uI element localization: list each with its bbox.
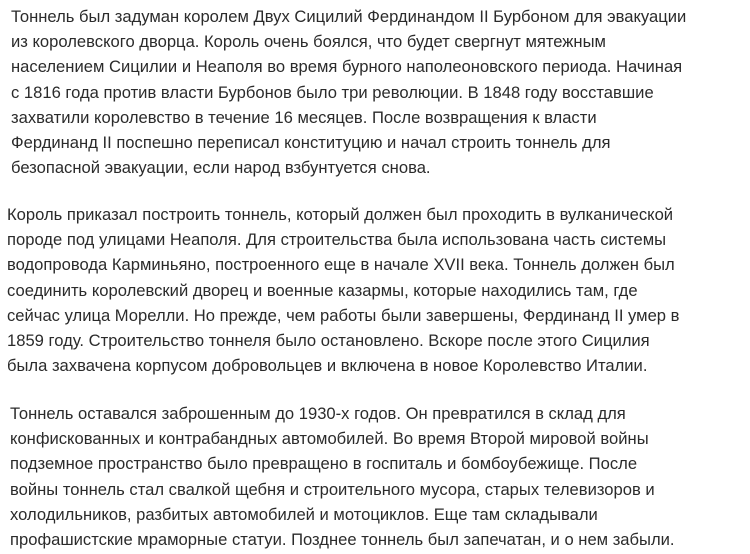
text-line: конфискованных и контрабандных автомобилей. Во время Второй мировой войны <box>10 429 649 449</box>
text-line: с 1816 года против власти Бурбонов было три революции. В 1848 году восставшие <box>11 82 654 102</box>
text-line: водопровода Карминьяно, построенного еще в начале XVII века. Тоннель должен был <box>7 255 675 275</box>
text-line: безопасной эвакуации, если народ взбунтуется снова. <box>11 158 431 178</box>
text-line: профашистские мраморные статуи. Позднее тоннель был запечатан, и о нем забыли. <box>10 529 675 549</box>
text-line: была захвачена корпусом добровольцев и включена в новое Королевство Италии. <box>7 356 648 376</box>
text-line: войны тоннель стал свалкой щебня и строительного мусора, старых телевизоров и <box>10 479 655 499</box>
paragraph-2 <box>7 202 679 378</box>
text-line: сейчас улица Морелли. Но прежде, чем работы были завершены, Фердинанд II умер в <box>7 305 680 325</box>
text-line: населением Сицилии и Неаполя во время бурного наполеоновского периода. Начиная <box>11 57 683 77</box>
paragraph-1 <box>11 4 686 180</box>
text-line: Король приказал построить тоннель, который должен был проходить в вулканической <box>7 205 674 224</box>
text-line: подземное пространство было превращено в госпиталь и бомбоубежище. После <box>10 454 638 474</box>
text-line: породе под улицами Неаполя. Для строительства была использована часть системы <box>7 230 667 250</box>
text-line: Тоннель был задуман королем Двух Сицилий Фердинандом II Бурбоном для эвакуации <box>11 7 687 26</box>
paragraph-3 <box>10 401 675 552</box>
text-line: Тоннель оставался заброшенным до 1930-х годов. Он превратился в склад для <box>10 404 626 423</box>
text-line: соединить королевский дворец и военные казармы, которые находились там, где <box>7 280 638 300</box>
text-line: из королевского дворца. Король очень боялся, что будет свергнут мятежным <box>11 32 606 52</box>
text-line: Фердинанд II поспешно переписал конституцию и начал строить тоннель для <box>11 132 611 152</box>
text-line: 1859 году. Строительство тоннеля было остановлено. Вскоре после этого Сицилия <box>7 330 650 350</box>
text-line: холодильников, разбитых автомобилей и мотоциклов. Еще там складывали <box>10 504 598 524</box>
text-line: захватили королевство в течение 16 месяцев. После возвращения к власти <box>11 107 597 127</box>
